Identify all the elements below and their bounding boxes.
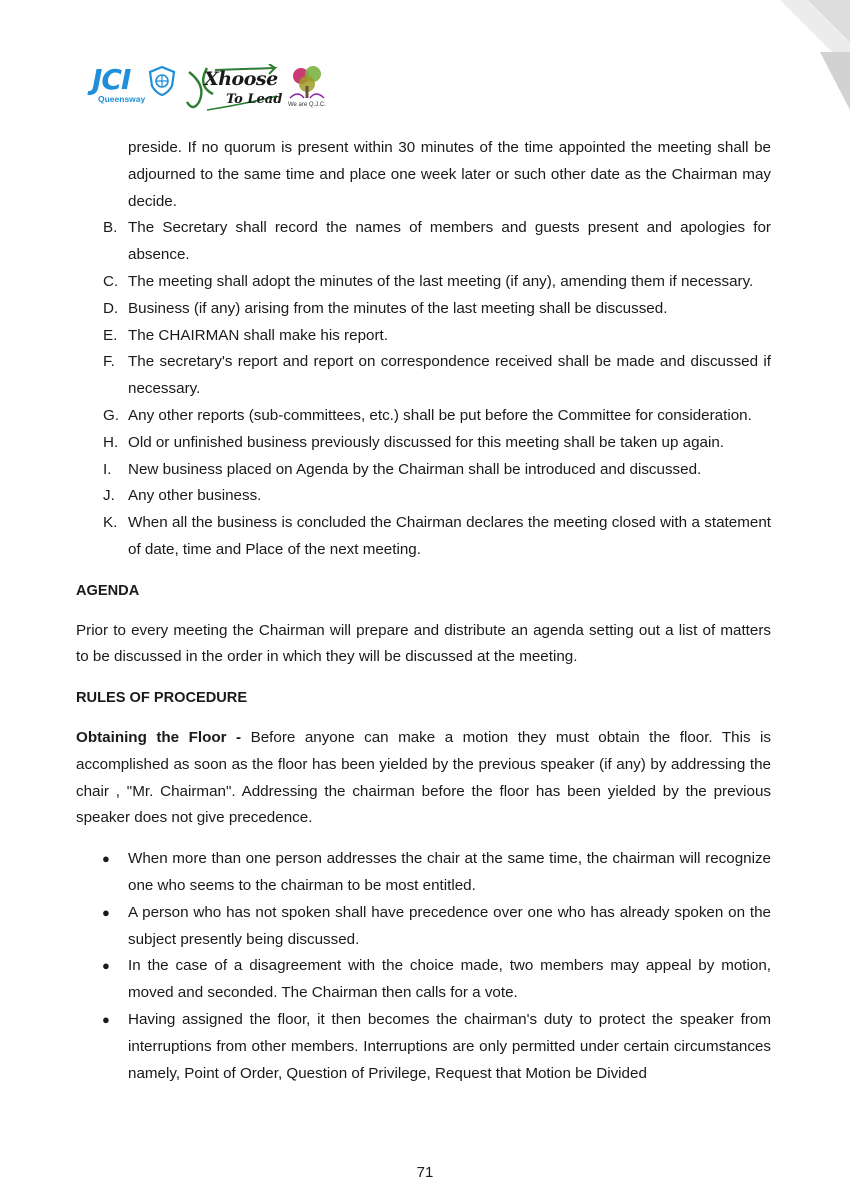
lead-word: To Lead	[226, 92, 283, 107]
bullet-text: When more than one person addresses the chair at the same time, the chairman will recognize one who seems to the chairman to be most entitled.	[128, 850, 771, 894]
list-item	[76, 510, 771, 564]
bullet-icon: ●	[102, 1011, 110, 1027]
agenda-paragraph: Prior to every meeting the Chairman will prepare and distribute an agenda setting out a list of matters to be discussed in the order in which they will be discussed at the meeting.	[76, 621, 771, 666]
rules-heading: RULES OF PROCEDURE	[76, 690, 248, 707]
list-item	[76, 403, 771, 430]
list-item	[76, 457, 771, 484]
list-item-text: preside. If no quorum is present within 30 minutes of the time appointed the meeting shall be adjourned to the same time and place one week later or such other date as the Chairman may decide.	[128, 139, 771, 210]
agenda-heading: AGENDA	[76, 582, 140, 599]
jci-logo	[92, 63, 146, 104]
list-item-text: The CHAIRMAN shall make his report.	[128, 326, 388, 344]
list-item	[76, 430, 771, 457]
list-item-text: Any other reports (sub-committees, etc.) shall be put before the Committee for consideration.	[128, 406, 752, 424]
page-corner-decoration	[740, 0, 850, 110]
list-item-text: New business placed on Agenda by the Chairman shall be introduced and discussed.	[128, 460, 702, 478]
list-item-label: B.	[103, 219, 118, 237]
list-item-label: J.	[103, 487, 115, 505]
floor-text: Before anyone can make a motion they must obtain the floor. This is accomplished as soon as the floor has been yielded by the previous speaker (if any) by addressing the chair , "Mr. Chairman". Addressing the chairman before the floor has been yielded by the previous speaker does not give precedence.	[76, 728, 771, 827]
list-item	[76, 269, 771, 296]
bullet-text: Having assigned the floor, it then becomes the chairman's duty to protect the speaker from interruptions from other members. Interruptions are only permitted under certain circumstances namely, Point of Order, Question of Privilege, Request that Motion be Divided	[128, 1010, 771, 1082]
list-item-label: I.	[103, 460, 112, 478]
jci-logo-word: JCI	[92, 63, 131, 96]
list-item	[76, 135, 771, 215]
floor-bullet-list	[76, 846, 771, 1087]
list-item-label: F.	[103, 353, 115, 371]
jci-logo-sub: Queensway	[98, 94, 146, 104]
list-item	[76, 323, 771, 350]
choose-word: Xhoose	[204, 68, 278, 90]
list-item-text: Old or unfinished business previously discussed for this meeting shall be taken up again.	[128, 433, 725, 451]
list-item-text: Any other business.	[128, 487, 262, 505]
list-item	[76, 349, 771, 403]
floor-paragraph	[76, 725, 771, 832]
bullet-icon: ●	[102, 904, 110, 920]
list-item	[76, 215, 771, 269]
list-item-label: E.	[103, 326, 118, 344]
list-item-text: When all the business is concluded the Chairman declares the meeting closed with a statement of date, time and Place of the next meeting.	[128, 514, 771, 558]
bullet-icon: ●	[102, 958, 110, 974]
header-logos	[92, 62, 342, 114]
list-item-label: C.	[103, 272, 119, 290]
bullet-item	[76, 953, 771, 1007]
bullet-icon: ●	[102, 851, 110, 867]
page-content	[76, 135, 771, 1087]
page-number: 71	[416, 1164, 434, 1181]
bullet-text: A person who has not spoken shall have precedence over one who has already spoken on the subject presently being discussed.	[128, 903, 771, 948]
list-item	[76, 296, 771, 323]
tree-logo-icon	[288, 64, 326, 102]
list-item-text: The meeting shall adopt the minutes of the last meeting (if any), amending them if necessary.	[128, 272, 754, 290]
list-item-text: Business (if any) arising from the minutes of the last meeting shall be discussed.	[128, 299, 668, 317]
jci-shield-icon	[148, 66, 176, 96]
list-item	[76, 483, 771, 510]
floor-lead: Obtaining the Floor -	[76, 728, 242, 746]
list-item-label: H.	[103, 433, 119, 451]
list-item-label: G.	[103, 406, 120, 424]
list-item-text: The Secretary shall record the names of members and guests present and apologies for absence.	[128, 219, 771, 264]
tree-logo-caption: We are Q.J.C.	[288, 102, 326, 108]
list-item-label: K.	[103, 514, 118, 532]
bullet-text: In the case of a disagreement with the choice made, two members may appeal by motion, moved and seconded. The Chairman then calls for a vote.	[128, 957, 771, 1002]
meeting-order-list	[76, 135, 771, 564]
list-item-text: The secretary's report and report on correspondence received shall be made and discussed if necessary.	[128, 353, 771, 398]
bullet-item	[76, 846, 771, 900]
list-item-label: D.	[103, 299, 119, 317]
bullet-item	[76, 900, 771, 954]
bullet-item	[76, 1007, 771, 1087]
